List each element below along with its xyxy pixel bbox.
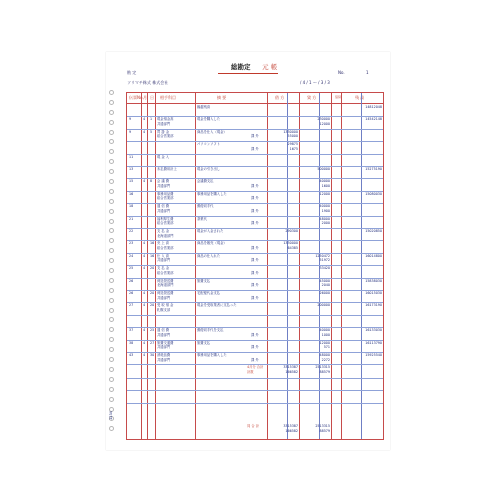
row-credit: 500000 xyxy=(317,167,330,171)
row-summary: 茶菓代 xyxy=(197,216,207,221)
row-credit-sub: 2000 xyxy=(321,221,330,226)
row-divider xyxy=(127,390,383,391)
title-underline xyxy=(218,73,278,74)
row-counter: 通 信 費 xyxy=(157,328,169,333)
row-credit: 33420 xyxy=(319,266,330,271)
month-total-credit: 2513315 xyxy=(315,365,330,370)
row-no: 26 xyxy=(129,291,134,295)
row-tax: 課 外 xyxy=(251,295,259,300)
row-divider xyxy=(127,403,383,404)
row-month: 4 xyxy=(143,291,146,295)
row-no: 27 xyxy=(129,303,134,308)
row-divider xyxy=(127,315,383,316)
row-balance: 15080030 xyxy=(365,191,382,196)
company-name: ソリマチ株式 株式会社 xyxy=(127,80,169,85)
grand-total-credit-sub: 88579 xyxy=(319,428,330,433)
row-balance: 16113790 xyxy=(365,340,382,345)
row-counter: 支 払 金 xyxy=(157,266,169,271)
row-counter-sub: 共通部門 xyxy=(157,295,171,300)
grand-total-label: 同 合 計 xyxy=(247,424,259,428)
row-month: 4 xyxy=(143,303,146,308)
row-summary: 事務用品を購入した xyxy=(197,191,227,196)
period-line: / 4 / 1 ～ / 3 / 3 xyxy=(300,80,330,85)
row-tax: 課 外 xyxy=(251,208,259,213)
row-credit-sub: 51972 xyxy=(319,258,330,263)
col-counter: 相手科目 xyxy=(160,95,176,100)
row-no: 18 xyxy=(129,204,134,209)
row-balance: 15020850 xyxy=(365,229,382,233)
grand-total-debit: 3315387 xyxy=(283,424,298,428)
row-debit: 290300 xyxy=(285,229,298,233)
row-credit-sub: 1000 xyxy=(321,332,330,337)
row-counter: 仕 入 高 xyxy=(157,253,169,258)
row-no: 11 xyxy=(129,154,134,159)
row-day: 16 xyxy=(150,253,155,258)
row-day: 30 xyxy=(150,353,155,357)
row-summary: 現金を購入した xyxy=(197,117,221,122)
row-no: 15 xyxy=(129,179,134,184)
row-day: 16 xyxy=(150,241,155,246)
row-no: 9 xyxy=(129,117,132,122)
row-no: 38 xyxy=(129,340,134,345)
month-total-credit-sub: 88579 xyxy=(319,369,330,374)
row-debit-sub: 1675 xyxy=(289,146,298,151)
row-balance: 15925540 xyxy=(365,353,382,357)
row-credit-sub: 12000 xyxy=(319,121,330,126)
col-dc: 借貸 xyxy=(335,95,342,99)
row-tax: 課 外 xyxy=(251,146,259,151)
row-credit: 12000 xyxy=(319,340,330,345)
row-counter-sub: 共通部門 xyxy=(157,332,171,337)
row-counter: 荷造発送費 xyxy=(157,278,174,283)
row-summary: 繰越残高 xyxy=(197,105,211,109)
ledger-grid xyxy=(126,92,384,440)
row-counter-sub: 共通部門 xyxy=(157,345,171,350)
row-balance: 16133030 xyxy=(365,328,382,333)
month-total-debit: 3315387 xyxy=(283,365,298,370)
header-row xyxy=(127,93,383,104)
page-number: 1 xyxy=(366,70,369,75)
col-balance: 残 高 xyxy=(355,95,365,100)
row-summary: 現金の引き出し xyxy=(197,167,221,171)
row-no: 26 xyxy=(129,278,134,283)
row-counter: 旅費交通費 xyxy=(157,340,174,345)
row-tax: 課 外 xyxy=(251,357,259,362)
row-counter: 福利厚生費 xyxy=(157,216,174,221)
row-tax: 課 外 xyxy=(251,258,259,263)
row-balance: 15838030 xyxy=(365,278,382,283)
row-month: 4 xyxy=(143,353,146,357)
row-counter: 受 取 預 金 xyxy=(157,303,174,308)
row-credit: 45000 xyxy=(319,278,330,283)
page-title: 総勘定 xyxy=(231,63,251,71)
row-summary: 商品を仕入（現金） xyxy=(197,129,227,134)
row-tax: 課 外 xyxy=(251,332,259,337)
row-credit: 200000 xyxy=(317,303,330,308)
row-no: 13 xyxy=(129,167,134,171)
row-tax: 課 外 xyxy=(251,183,259,188)
row-no: 16 xyxy=(129,191,134,196)
row-credit-sub: 2272 xyxy=(321,357,330,362)
row-no: 24 xyxy=(129,253,134,258)
row-balance: 14542148 xyxy=(365,117,382,122)
row-credit: 40000 xyxy=(319,179,330,184)
row-day: 20 xyxy=(150,291,155,295)
row-counter-sub: 総合営業部 xyxy=(157,245,174,250)
grand-total-debit-sub: 166582 xyxy=(285,428,298,433)
col-no: 伝票No. xyxy=(129,95,144,100)
row-counter: 現金預金高 xyxy=(157,117,174,122)
col-month: 月 xyxy=(143,95,147,100)
col-day: 日 xyxy=(150,95,154,100)
row-balance: 15275190 xyxy=(365,167,382,171)
row-counter-sub: 共通部門 xyxy=(157,183,171,188)
row-month: 4 xyxy=(143,117,146,122)
row-day: 25 xyxy=(150,328,155,333)
row-counter-sub: 共通部門 xyxy=(157,258,171,263)
row-summary: 郵便切手代を支払 xyxy=(197,328,224,333)
row-counter: 消耗品費 xyxy=(157,353,171,357)
row-credit: 230000 xyxy=(317,117,330,122)
row-month: 4 xyxy=(143,129,146,134)
row-tax: 課 外 xyxy=(251,134,259,139)
row-month: 4 xyxy=(143,328,146,333)
row-debit: 29875 xyxy=(287,142,298,147)
row-counter: 未払費用計上 xyxy=(157,167,177,171)
row-counter-sub: 総合営業部 xyxy=(157,134,174,139)
row-summary: パソコンソフト xyxy=(197,142,221,147)
row-counter: 事務用品費 xyxy=(157,191,174,196)
col-debit: 借 方 xyxy=(275,95,285,100)
row-credit-sub: 1900 xyxy=(321,208,330,213)
row-counter: 荷造発送費 xyxy=(157,291,174,295)
row-summary: 商品の仕入れた xyxy=(197,253,221,258)
row-debit: 1330000 xyxy=(283,129,298,134)
row-tax: 課 外 xyxy=(251,196,259,201)
row-divider xyxy=(127,141,383,142)
row-month: 4 xyxy=(143,179,146,184)
row-counter-sub: 共通部門 xyxy=(157,357,171,362)
month-total-label: 4月分 合計 xyxy=(247,365,264,370)
row-counter-sub: 共通部門 xyxy=(157,121,171,126)
row-counter-sub: 北海道部門 xyxy=(157,233,174,238)
row-summary: 旅費支払 xyxy=(197,340,211,345)
row-counter: 会 議 費 xyxy=(157,179,169,184)
row-summary: 会議費支払 xyxy=(197,179,214,184)
row-counter-sub: 札幌支部 xyxy=(157,307,171,312)
row-summary: 旅費支払 xyxy=(197,278,211,283)
row-counter: 買 掛 金 xyxy=(157,129,169,134)
row-tax: 課 外 xyxy=(251,270,259,275)
row-credit-sub: 1600 xyxy=(321,183,330,188)
punch-holes xyxy=(109,90,117,436)
row-credit-sub: 2040 xyxy=(321,283,330,288)
row-summary: 郵便切手代 xyxy=(197,204,214,209)
row-no: 9 xyxy=(129,129,132,134)
row-tax: 課 外 xyxy=(251,345,259,350)
row-month: 4 xyxy=(143,340,146,345)
row-counter: 現 金 入 xyxy=(157,154,169,159)
row-day: 5 xyxy=(150,129,153,134)
row-credit: 26000 xyxy=(319,291,330,295)
month-total-sub: 計数 xyxy=(247,369,254,374)
row-no: 21 xyxy=(129,216,134,221)
row-no: 37 xyxy=(129,328,134,333)
row-month: 4 xyxy=(143,266,146,271)
row-summary: 事務用品を購入した xyxy=(197,353,227,357)
row-credit: 12000 xyxy=(319,191,330,196)
row-no: 23 xyxy=(129,241,134,246)
col-credit: 貸 方 xyxy=(307,95,317,100)
row-day: 8 xyxy=(150,179,153,184)
row-tax: 課 外 xyxy=(251,245,259,250)
row-month: 4 xyxy=(143,241,146,246)
row-balance: 14812048 xyxy=(365,105,382,109)
row-credit: 48000 xyxy=(319,353,330,357)
page-title-sub: 元 帳 xyxy=(262,63,278,71)
row-divider xyxy=(127,378,383,379)
page-prefix: No. xyxy=(338,70,345,75)
row-counter-sub: 総合営業部 xyxy=(157,270,174,275)
row-tax: 課 外 xyxy=(251,283,259,288)
row-no: 22 xyxy=(129,229,134,233)
row-month: 4 xyxy=(143,253,146,258)
row-counter-sub: 共通部門 xyxy=(157,208,171,213)
account-label: 勘 定 xyxy=(127,70,137,75)
row-tax: 課 外 xyxy=(251,221,259,226)
row-summary: 現金を受取業者に支払った xyxy=(197,303,237,308)
row-day: 1 xyxy=(150,117,153,122)
row-counter-sub: 北海道部門 xyxy=(157,283,174,288)
row-balance: 16015030 xyxy=(365,291,382,295)
row-credit: 40000 xyxy=(319,328,330,333)
side-code: 1234 xyxy=(109,411,113,420)
row-summary: 現金が入金された xyxy=(197,229,224,233)
row-summary: 宅配便代金支払 xyxy=(197,291,221,295)
row-balance: 16014800 xyxy=(365,253,382,258)
row-day: 20 xyxy=(150,266,155,271)
col-summary: 摘 要 xyxy=(217,95,227,100)
row-no: 25 xyxy=(129,266,134,271)
row-counter: 通 信 費 xyxy=(157,204,169,209)
row-debit-sub: 64385 xyxy=(287,245,298,250)
row-counter-sub: 総合営業部 xyxy=(157,221,174,226)
row-balance: 16173190 xyxy=(365,303,382,308)
row-day: 27 xyxy=(150,340,155,345)
row-debit: 1330000 xyxy=(283,241,298,246)
row-credit-sub: 571 xyxy=(323,345,330,350)
row-credit: 48000 xyxy=(319,216,330,221)
row-day: 20 xyxy=(150,303,155,308)
row-debit-sub: 55000 xyxy=(287,134,298,139)
row-counter-sub: 総合営業部 xyxy=(157,196,174,201)
row-credit: 1250472 xyxy=(315,253,330,258)
row-summary: 商品を販売（現金） xyxy=(197,241,227,246)
row-counter: 支 払 金 xyxy=(157,229,169,233)
row-credit: 40000 xyxy=(319,204,330,209)
month-total-debit-sub: 166582 xyxy=(285,369,298,374)
grand-total-credit: 2513315 xyxy=(315,424,330,428)
row-counter: 売 上 高 xyxy=(157,241,169,246)
row-no: 43 xyxy=(129,353,134,357)
